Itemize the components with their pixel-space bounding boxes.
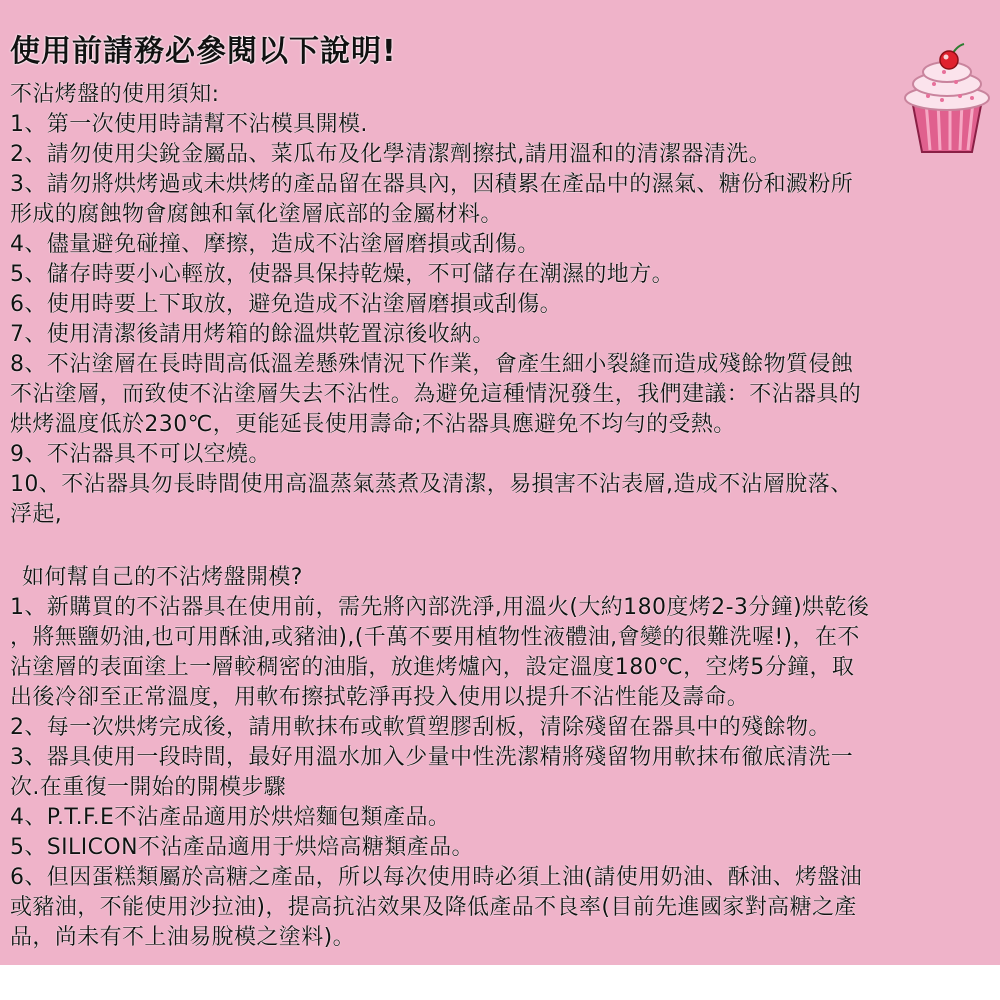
instruction-line: 3、器具使用一段時間，最好用溫水加入少量中性洗潔精將殘留物用軟抹布徹底清洗一 [10, 745, 854, 770]
instruction-line: 9、不沾器具不可以空燒。 [10, 442, 271, 467]
instruction-line: 品，尚未有不上油易脫模之塗料)。 [10, 925, 355, 950]
instruction-line: 1、新購買的不沾器具在使用前，需先將內部洗淨,用溫火(大約180度烤2-3分鐘)烘乾後 [10, 595, 870, 620]
section-heading: 不沾烤盤的使用須知: [10, 82, 220, 107]
instruction-line: 4、P.T.F.E不沾產品適用於烘焙麵包類產品。 [10, 805, 451, 830]
instruction-line: 10、不沾器具勿長時間使用高溫蒸氣蒸煮及清潔，易損害不沾表層,造成不沾層脫落、 [10, 472, 853, 497]
instruction-line: 次.在重復一開始的開模步驟 [10, 775, 287, 800]
instruction-line: 沾塗層的表面塗上一層較稠密的油脂，放進烤爐內，設定溫度180℃，空烤5分鐘，取 [10, 655, 855, 680]
instruction-line: 形成的腐蝕物會腐蝕和氧化塗層底部的金屬材料。 [10, 202, 503, 227]
instruction-line: 5、SILICON不沾產品適用于烘焙高糖類產品。 [10, 835, 474, 860]
instruction-line: 2、每一次烘烤完成後，請用軟抹布或軟質塑膠刮板，清除殘留在器具中的殘餘物。 [10, 715, 831, 740]
instruction-line: 烘烤溫度低於230℃，更能延長使用壽命;不沾器具應避免不均勻的受熱。 [10, 412, 736, 437]
instruction-line: 出後冷卻至正常溫度，用軟布擦拭乾淨再投入使用以提升不沾性能及壽命。 [10, 685, 750, 710]
instruction-line: 浮起, [10, 502, 63, 527]
instruction-line: 2、請勿使用尖銳金屬品、菜瓜布及化學清潔劑擦拭,請用溫和的清潔器清洗。 [10, 142, 771, 167]
instruction-line: 4、儘量避免碰撞、摩擦，造成不沾塗層磨損或刮傷。 [10, 232, 540, 257]
section-heading: 如何幫自己的不沾烤盤開模? [22, 565, 303, 590]
instruction-line: 8、不沾塗層在長時間高低溫差懸殊情況下作業，會產生細小裂縫而造成殘餘物質侵蝕 [10, 352, 854, 377]
instruction-line: 3、請勿將烘烤過或未烘烤的產品留在器具內，因積累在產品中的濕氣、糖份和澱粉所 [10, 172, 854, 197]
instruction-line: 7、使用清潔後請用烤箱的餘溫烘乾置涼後收納。 [10, 322, 495, 347]
instruction-line: 6、但因蛋糕類屬於高糖之產品，所以每次使用時必須上油(請使用奶油、酥油、烤盤油 [10, 865, 863, 890]
instruction-line: 6、使用時要上下取放，避免造成不沾塗層磨損或刮傷。 [10, 292, 562, 317]
page-title: 使用前請務必參閱以下說明! [10, 34, 397, 69]
instruction-line: ，將無鹽奶油,也可用酥油,或豬油),(千萬不要用植物性液體油,會變的很難洗喔!)，在不 [10, 625, 860, 650]
instruction-line: 或豬油，不能使用沙拉油)，提高抗沾效果及降低產品不良率(目前先進國家對高糖之產 [10, 895, 857, 920]
instruction-line: 5、儲存時要小心輕放，使器具保持乾燥，不可儲存在潮濕的地方。 [10, 262, 674, 287]
instruction-line: 不沾塗層，而致使不沾塗層失去不沾性。為避免這種情況發生，我們建議：不沾器具的 [10, 382, 862, 407]
cupcake-icon [898, 40, 996, 158]
instruction-line: 1、第一次使用時請幫不沾模具開模. [10, 112, 368, 137]
